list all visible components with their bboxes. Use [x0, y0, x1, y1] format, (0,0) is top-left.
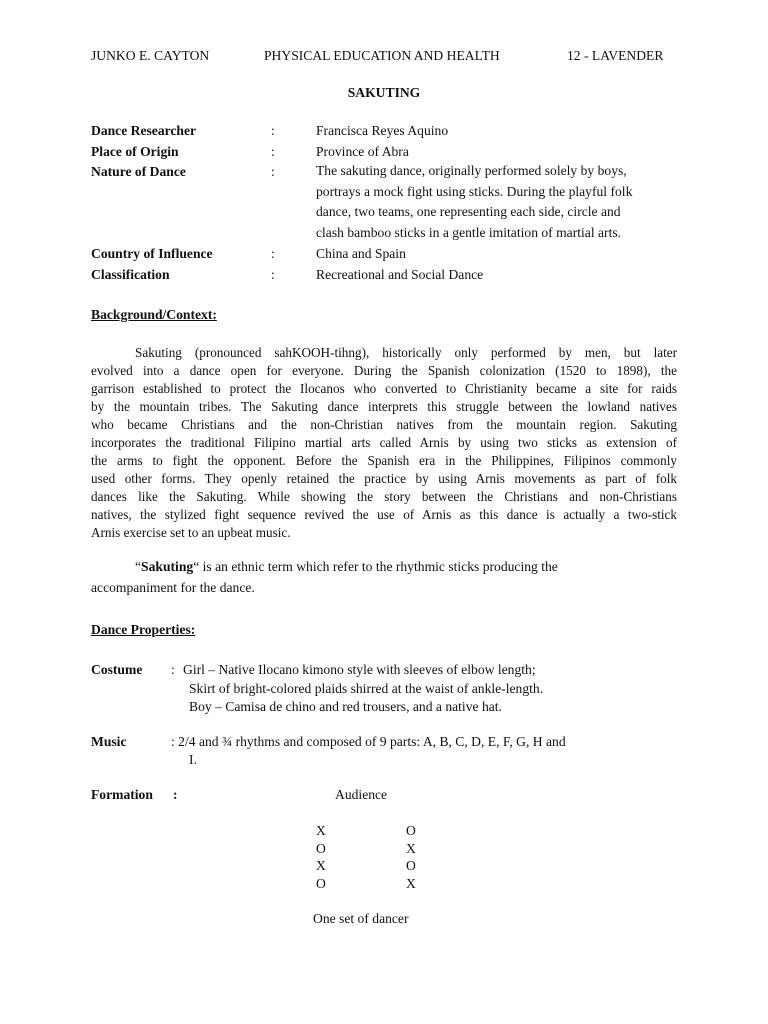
paragraph-line: Arnis exercise set to an upbeat music.	[91, 525, 291, 540]
costume-label: Costume	[91, 662, 143, 677]
properties-heading: Dance Properties:	[91, 622, 196, 637]
audience-label: Audience	[335, 787, 388, 802]
author-name: JUNKO E. CAYTON	[91, 48, 210, 63]
formation-marker: O	[406, 823, 416, 838]
open-quote: “	[135, 559, 142, 574]
background-heading: Background/Context:	[91, 307, 217, 322]
paragraph-line: natives, the stylized fight sequence revived the use of Arnis as this dance is actually a two-stick	[91, 507, 677, 522]
nature-colon: :	[271, 164, 275, 179]
formation-left-column	[316, 822, 326, 893]
researcher-colon: :	[271, 123, 275, 138]
influence-label: Country of Influence	[91, 246, 213, 261]
nature-line: The sakuting dance, originally performed solely by boys,	[316, 163, 627, 178]
classification-value: Recreational and Social Dance	[316, 267, 484, 282]
paragraph-line: used other forms. They openly retained the practice by using Arnis movements as part of folk	[91, 471, 677, 486]
formation-marker: X	[316, 823, 326, 838]
term-definition-text: “ is an ethnic term which refer to the rhythmic sticks producing the	[193, 559, 558, 574]
costume-line: Boy – Camisa de chino and red trousers, and a native hat.	[189, 699, 502, 714]
formation-label: Formation	[91, 787, 153, 802]
section: 12 - LAVENDER	[567, 48, 664, 63]
origin-colon: :	[271, 144, 275, 159]
paragraph-line: Sakuting (pronounced sahKOOH-tihng), historically only performed by men, but later	[135, 345, 677, 360]
formation-marker: X	[406, 876, 416, 892]
nature-line: portrays a mock fight using sticks. During the playful folk	[316, 183, 633, 199]
costume-line: Skirt of bright-colored plaids shirred at the waist of ankle-length.	[189, 680, 544, 696]
term-definition	[135, 558, 558, 576]
nature-line: dance, two teams, one representing each side, circle and	[316, 204, 621, 219]
paragraph-line: evolved into a dance open for everyone. During the Spanish colonization (1520 to 1898), the	[91, 363, 677, 378]
costume-colon: :	[171, 662, 175, 677]
paragraph-line: by the mountain tribes. The Sakuting dance interprets this struggle between the lowland natives	[91, 399, 677, 414]
nature-label: Nature of Dance	[91, 164, 186, 179]
formation-right-column	[406, 822, 416, 893]
term-definition-line2: accompaniment for the dance.	[91, 580, 255, 595]
music-value-line2: I.	[189, 752, 197, 767]
formation-marker: O	[316, 876, 326, 892]
music-value: : 2/4 and ¾ rhythms and composed of 9 parts: A, B, C, D, E, F, G, H and	[171, 734, 566, 749]
term-word: Sakuting	[141, 559, 194, 574]
subject: PHYSICAL EDUCATION AND HEALTH	[264, 48, 500, 63]
influence-value: China and Spain	[316, 246, 406, 261]
origin-value: Province of Abra	[316, 144, 409, 159]
researcher-label: Dance Researcher	[91, 123, 197, 138]
classification-label: Classification	[91, 267, 170, 282]
document-title: SAKUTING	[347, 85, 421, 100]
costume-value	[183, 661, 543, 717]
music-label: Music	[91, 734, 127, 749]
researcher-value: Francisca Reyes Aquino	[316, 123, 449, 138]
paragraph-line: the arms to fight the opponent. Before the Spanish era in the Philippines, Filipinos commonly	[91, 453, 677, 468]
paragraph-line: garrison established to protect the Ilocanos who converted to Christianity became a site for raids	[91, 381, 677, 396]
formation-marker: O	[316, 840, 326, 856]
paragraph-line: who became Christians and the non-Christian natives from the mountain region. Sakuting	[91, 417, 677, 432]
classification-colon: :	[271, 267, 275, 282]
formation-caption: One set of dancer	[313, 911, 409, 926]
origin-label: Place of Origin	[91, 144, 179, 159]
paragraph-line: dances like the Sakuting. While showing the story between the Christians and non-Christians	[91, 489, 677, 504]
costume-line: Girl – Native Ilocano kimono style with sleeves of elbow length;	[183, 662, 536, 677]
formation-colon: :	[173, 787, 178, 802]
paragraph-line: incorporates the traditional Filipino martial arts called Arnis by using two sticks as extension of	[91, 435, 677, 450]
formation-marker: X	[406, 840, 416, 856]
formation-marker: X	[316, 858, 326, 874]
nature-value	[316, 161, 632, 243]
formation-marker: O	[406, 858, 416, 874]
nature-line: clash bamboo sticks in a gentle imitation of martial arts.	[316, 224, 622, 240]
background-paragraph	[91, 344, 677, 542]
influence-colon: :	[271, 246, 275, 261]
